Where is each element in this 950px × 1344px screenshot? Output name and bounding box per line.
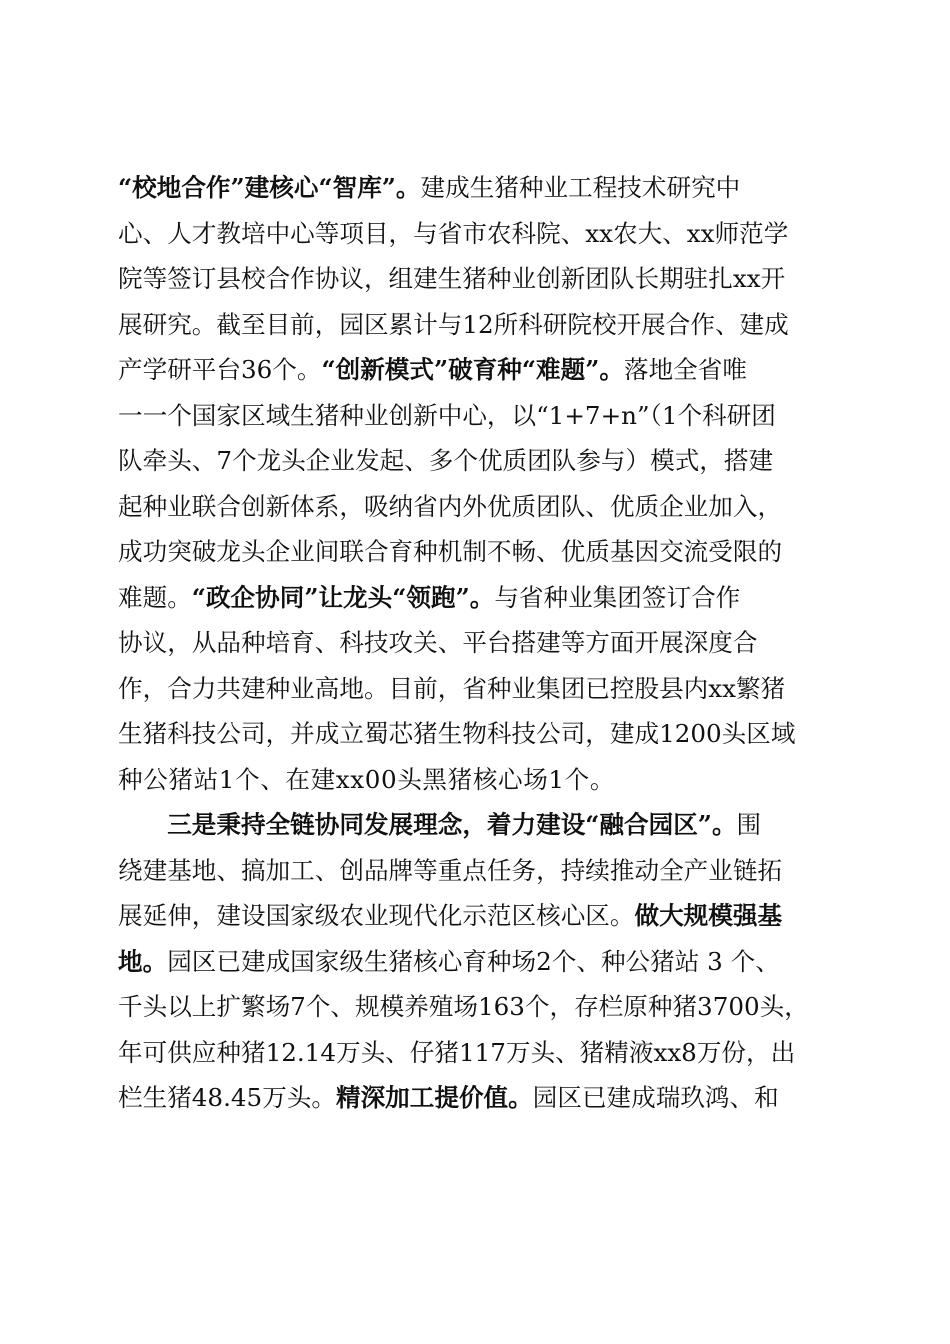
text-line (118, 713, 838, 755)
body-text-run: 围 (736, 810, 762, 839)
body-text-run: 成功突破龙头企业间联合育种机制不畅、优质基因交流受限的 (118, 537, 783, 566)
text-line (118, 850, 838, 892)
text-line (118, 759, 838, 801)
text-line (118, 213, 838, 255)
bold-heading-text: 三是秉持全链协同发展理念，着力建设“融合园区”。 (118, 810, 737, 839)
body-text-run: 绕建基地、搞加工、创品牌等重点任务，持续推动全产业链拓 (118, 855, 783, 885)
bold-heading-text: “创新模式”破育种“难题”。 (321, 355, 624, 384)
bold-heading-text: “校地合作”建核心“智库”。 (118, 173, 421, 202)
text-line (118, 1032, 838, 1074)
text-line (118, 668, 838, 710)
text-line (118, 486, 838, 528)
body-text-run: 展延伸，建设国家级农业现代化示范区核心区。 (118, 901, 635, 930)
body-text-run: 建成生猪种业工程技术研究中 (420, 173, 741, 202)
body-text-run: 难题。 (118, 582, 192, 612)
bold-heading-text: 精深加工提价值。 (335, 1083, 533, 1112)
body-text-run: 园区已建成瑞玖鸿、和 (532, 1083, 779, 1112)
body-text-run: 队牵头、7个龙头企业发起、多个优质团队参与）模式，搭建 (118, 446, 774, 475)
text-line (118, 895, 838, 937)
body-text-run: 落地全省唯 (623, 355, 747, 384)
body-text-run: 作，合力共建种业高地。目前，省种业集团已控股县内xx繁猪 (118, 673, 786, 703)
text-line (118, 440, 838, 482)
body-text-run: 一一个国家区域生猪种业创新中心，以“1+7+n”（1个科研团 (118, 400, 776, 430)
text-line (118, 941, 838, 983)
body-text-run: 栏生猪48.45万头。 (118, 1083, 336, 1112)
bold-heading-text: 做大规模强基 (634, 901, 783, 930)
body-text-run: 产学研平台36个。 (118, 355, 322, 384)
body-text-run: 心、人才教培中心等项目，与省市农科院、xx农大、xx师范学 (118, 218, 789, 248)
body-text-run: 与省种业集团签订合作 (494, 582, 741, 612)
body-text-run: 园区已建成国家级生猪核心育种场2个、种公猪站 3 个、 (167, 946, 780, 976)
text-line (118, 349, 838, 391)
text-line (118, 167, 838, 209)
bold-heading-text: “政企协同”让龙头“领跑”。 (191, 582, 495, 612)
body-text-run: 生猪科技公司，并成立蜀芯猪生物科技公司，建成1200头区域 (118, 719, 796, 748)
text-line (118, 986, 838, 1028)
body-text-run: 起种业联合创新体系，吸纳省内外优质团队、优质企业加入， (118, 491, 783, 521)
body-text-run: 展研究。截至目前，园区累计与12所科研院校开展合作、建成 (118, 309, 789, 339)
text-line (118, 804, 838, 846)
body-text-run: 院等签订县校合作协议，组建生猪种业创新团队长期驻扎xx开 (118, 264, 786, 293)
body-text-run: 年可供应种猪12.14万头、仔猪117万头、猪精液xx8万份，出 (118, 1037, 796, 1067)
text-line (118, 258, 838, 300)
text-line (118, 304, 838, 346)
text-line (118, 622, 838, 664)
bold-heading-text: 地。 (118, 946, 168, 976)
body-text-run: 协议，从品种培育、科技攻关、平台搭建等方面开展深度合 (118, 628, 758, 657)
text-line (118, 577, 838, 619)
text-line (118, 531, 838, 573)
text-line (118, 395, 838, 437)
text-line (118, 1077, 838, 1119)
body-text-run: 种公猪站1个、在建xx00头黑猪核心场1个。 (118, 764, 616, 794)
body-text-run: 千头以上扩繁场7个、规模养殖场163个，存栏原种猪3700头， (118, 992, 809, 1021)
